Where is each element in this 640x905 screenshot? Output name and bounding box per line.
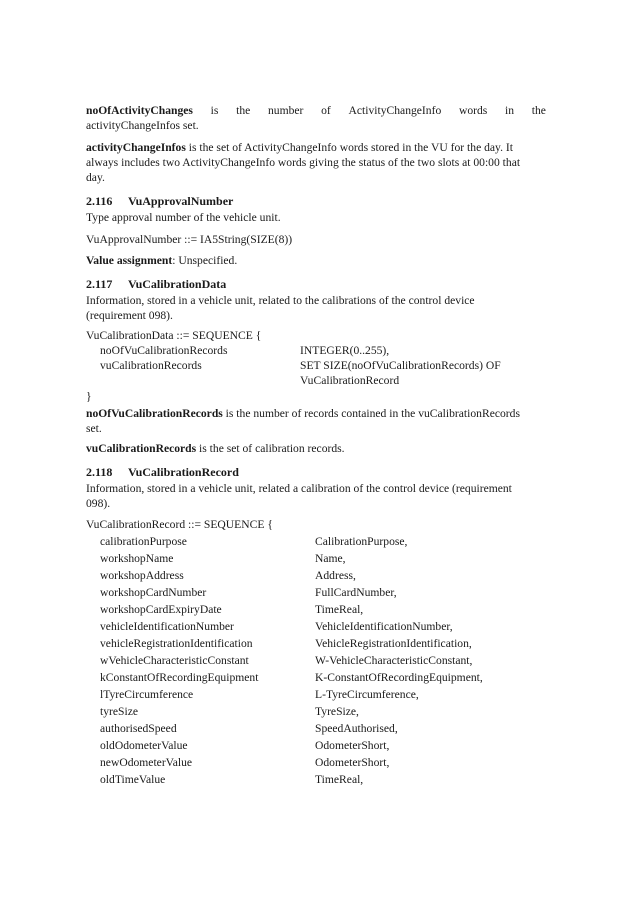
s116-description: Type approval number of the vehicle unit.: [86, 211, 281, 224]
s118-field-type: TimeReal,: [315, 773, 364, 786]
p2-line3: day.: [86, 171, 105, 184]
s117-description-line2: (requirement 098).: [86, 309, 173, 322]
s118-field-type: Address,: [315, 569, 356, 582]
section-number: 2.117: [86, 277, 113, 291]
p2-term: activityChangeInfos: [86, 141, 186, 154]
s118-field-type: VehicleRegistrationIdentification,: [315, 637, 472, 650]
s118-field-name: newOdometerValue: [100, 756, 193, 769]
section-title: VuApprovalNumber: [128, 194, 234, 208]
section-title: VuCalibrationData: [128, 277, 227, 291]
s118-field-name: workshopCardNumber: [100, 586, 207, 599]
section-number: 2.118: [86, 465, 113, 479]
s118-field-type: SpeedAuthorised,: [315, 722, 398, 735]
s118-field-type: L-TyreCircumference,: [315, 688, 419, 701]
s118-field-name: workshopName: [100, 552, 174, 565]
p1-term: noOfActivityChanges: [86, 104, 193, 117]
s118-field-type: TyreSize,: [315, 705, 359, 718]
s117-field-name: vuCalibrationRecords: [100, 359, 202, 372]
value-assignment-text: : Unspecified.: [172, 254, 238, 267]
p2-line1-text: is the set of ActivityChangeInfo words stored in the VU for the day. It: [185, 141, 513, 154]
section-heading-2-118: [86, 465, 546, 480]
s118-field-name: authorisedSpeed: [100, 722, 177, 735]
p1-word: the: [236, 104, 251, 117]
s118-field-name: tyreSize: [100, 705, 138, 718]
s118-field-name: wVehicleCharacteristicConstant: [100, 654, 249, 667]
section-heading-2-117: [86, 277, 546, 292]
s118-field-type: CalibrationPurpose,: [315, 535, 408, 548]
s118-field-type: K-ConstantOfRecordingEquipment,: [315, 671, 483, 684]
section-title: VuCalibrationRecord: [128, 465, 239, 479]
s116-value-assignment: [86, 253, 546, 268]
s118-field-type: Name,: [315, 552, 346, 565]
section-number: 2.116: [86, 194, 113, 208]
p1-word: ActivityChangeInfo: [348, 104, 442, 117]
s118-field-name: vehicleIdentificationNumber: [100, 620, 234, 633]
s118-field-type: OdometerShort,: [315, 756, 390, 769]
p1-word: words: [458, 104, 488, 117]
s117-description-line1: Information, stored in a vehicle unit, related to the calibrations of the control device: [86, 294, 475, 307]
s117-def2-text: is the set of calibration records.: [196, 442, 345, 455]
p1-word: is: [210, 104, 219, 117]
s116-declaration: VuApprovalNumber ::= IA5String(SIZE(8)): [86, 233, 293, 246]
p2-line1: [86, 140, 546, 155]
s118-field-type: FullCardNumber,: [315, 586, 397, 599]
s117-def1-line2: set.: [86, 422, 102, 435]
s118-field-name: kConstantOfRecordingEquipment: [100, 671, 259, 684]
s118-field-type: OdometerShort,: [315, 739, 390, 752]
p1-line1: [86, 103, 546, 118]
s117-def1-text: is the number of records contained in the vuCalibrationRecords: [222, 407, 520, 420]
s118-declaration: VuCalibrationRecord ::= SEQUENCE {: [86, 518, 273, 531]
p1-line2: activityChangeInfos set.: [86, 119, 199, 132]
s118-field-name: oldOdometerValue: [100, 739, 188, 752]
p1-word: the: [531, 104, 546, 117]
s117-field-type-continued: VuCalibrationRecord: [300, 374, 400, 387]
p1-word: number: [267, 104, 304, 117]
s117-def2-term: vuCalibrationRecords: [86, 442, 197, 455]
s118-field-type: TimeReal,: [315, 603, 364, 616]
s118-field-name: workshopAddress: [100, 569, 184, 582]
s117-closing-brace: }: [86, 390, 92, 403]
s117-def2: [86, 441, 546, 456]
s118-field-name: vehicleRegistrationIdentification: [100, 637, 253, 650]
s118-field-type: W-VehicleCharacteristicConstant,: [315, 654, 473, 667]
s117-def1-term: noOfVuCalibrationRecords: [86, 407, 223, 420]
section-heading-2-116: [86, 194, 546, 209]
s117-field-type: INTEGER(0..255),: [300, 344, 390, 357]
s117-declaration: VuCalibrationData ::= SEQUENCE {: [86, 329, 262, 342]
s118-field-name: lTyreCircumference: [100, 688, 194, 701]
value-assignment-label: Value assignment: [86, 254, 173, 267]
p1-word: of: [321, 104, 331, 117]
s118-field-name: oldTimeValue: [100, 773, 166, 786]
s117-field-type: SET SIZE(noOfVuCalibrationRecords) OF: [300, 359, 501, 372]
s118-description-line2: 098).: [86, 497, 111, 510]
s118-field-type: VehicleIdentificationNumber,: [315, 620, 453, 633]
s118-field-name: workshopCardExpiryDate: [100, 603, 222, 616]
p1-word: in: [505, 104, 515, 117]
s117-field-name: noOfVuCalibrationRecords: [100, 344, 228, 357]
s118-description-line1: Information, stored in a vehicle unit, related a calibration of the control device (requirement: [86, 482, 512, 495]
s118-field-name: calibrationPurpose: [100, 535, 187, 548]
s117-def1-line1: [86, 406, 546, 421]
p2-line2: always includes two ActivityChangeInfo words giving the status of the two slots at 00:00 that: [86, 156, 521, 169]
